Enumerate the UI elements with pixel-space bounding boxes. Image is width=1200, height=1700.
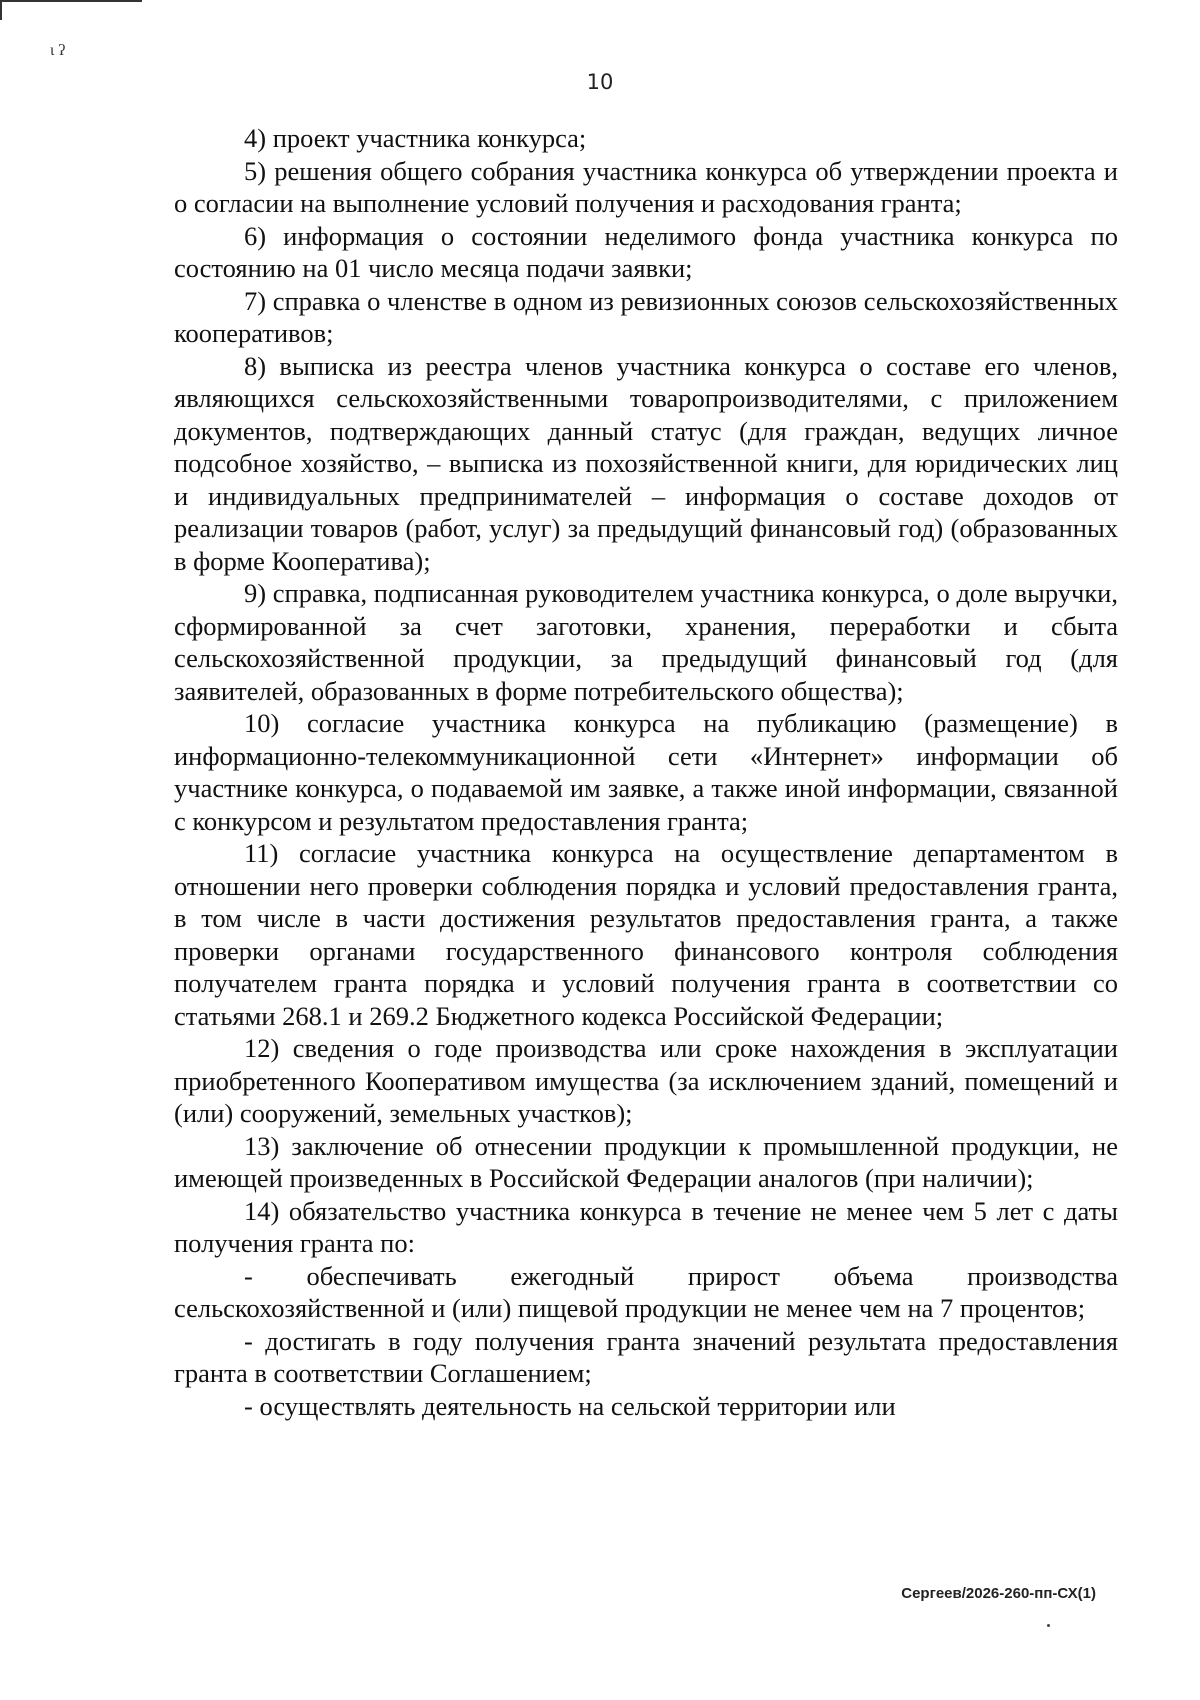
- bullet-item-1: - обеспечивать ежегодный прирост объема производства сельскохозяйственной и (или) пищевой продукции не менее чем на 7 процентов;: [174, 1260, 1118, 1323]
- page-number: 10: [586, 70, 614, 94]
- scan-border-mark: [0, 0, 142, 20]
- scan-marks: ɩ ʔ: [50, 42, 66, 59]
- list-item-5: 5) решения общего собрания участника конкурса об утверждении проекта и о согласии на выполнение условий получения и расходования гранта;: [174, 155, 1118, 218]
- list-item-9: 9) справка, подписанная руководителем участника конкурса, о доле выручки, сформированной за счет заготовки, хранения, переработки и сбыта сельскохозяйственной продукции, за предыдущий финансовый год (для заявителей, образованных в форме потребительского общества);: [174, 578, 1118, 706]
- list-item-7: 7) справка о членстве в одном из ревизионных союзов сельскохозяйственных кооперативов;: [174, 285, 1118, 348]
- list-item-4: 4) проект участника конкурса;: [244, 123, 587, 153]
- list-item-13: 13) заключение об отнесении продукции к промышленной продукции, не имеющей произведенных в Российской Федерации аналогов (при наличии);: [174, 1130, 1118, 1193]
- list-item-10: 10) согласие участника конкурса на публикацию (размещение) в информационно-телекоммуникационной сети «Интернет» информации об участнике конкурса, о подаваемой им заявке, а также иной информации, связанной с конкурсом и результатом предоставления гранта;: [174, 708, 1118, 836]
- list-item-11: 11) согласие участника конкурса на осуществление департаментом в отношении него проверки соблюдения порядка и условий предоставления гранта, в том числе в части достижения результатов предоставления гранта, а также проверки органами государственного финансового контроля соблюдения получателем гранта порядка и условий получения гранта в соответствии со статьями 268.1 и 269.2 Бюджетного кодекса Российской Федерации;: [174, 838, 1118, 1031]
- list-item-6: 6) информация о состоянии неделимого фонда участника конкурса по состоянию на 01 число месяца подачи заявки;: [174, 220, 1118, 283]
- document-body: [174, 122, 1118, 1422]
- list-item-12: 12) сведения о годе производства или сроке нахождения в эксплуатации приобретенного Кооперативом имущества (за исключением зданий, помещений и (или) сооружений, земельных участков);: [174, 1033, 1118, 1128]
- bullet-item-2: - достигать в году получения гранта значений результата предоставления гранта в соответствии Соглашением;: [174, 1325, 1118, 1388]
- list-item-8: 8) выписка из реестра членов участника конкурса о составе его членов, являющихся сельскохозяйственными товаропроизводителями, с приложением документов, подтверждающих данный статус (для граждан, ведущих личное подсобное хозяйство, – выписка из похозяйственной книги, для юридических лиц и индивидуальных предпринимателей – информация о составе доходов от реализации товаров (работ, услуг) за предыдущий финансовый год) (образованных в форме Кооператива);: [174, 350, 1118, 576]
- document-code: Сергеев/2026-260-пп-СХ(1): [901, 1585, 1096, 1602]
- bullet-item-3: - осуществлять деятельность на сельской территории или: [244, 1390, 896, 1421]
- list-item-14: 14) обязательство участника конкурса в течение не менее чем 5 лет с даты получения гранта по:: [174, 1195, 1118, 1258]
- scan-dot: [1047, 1624, 1050, 1627]
